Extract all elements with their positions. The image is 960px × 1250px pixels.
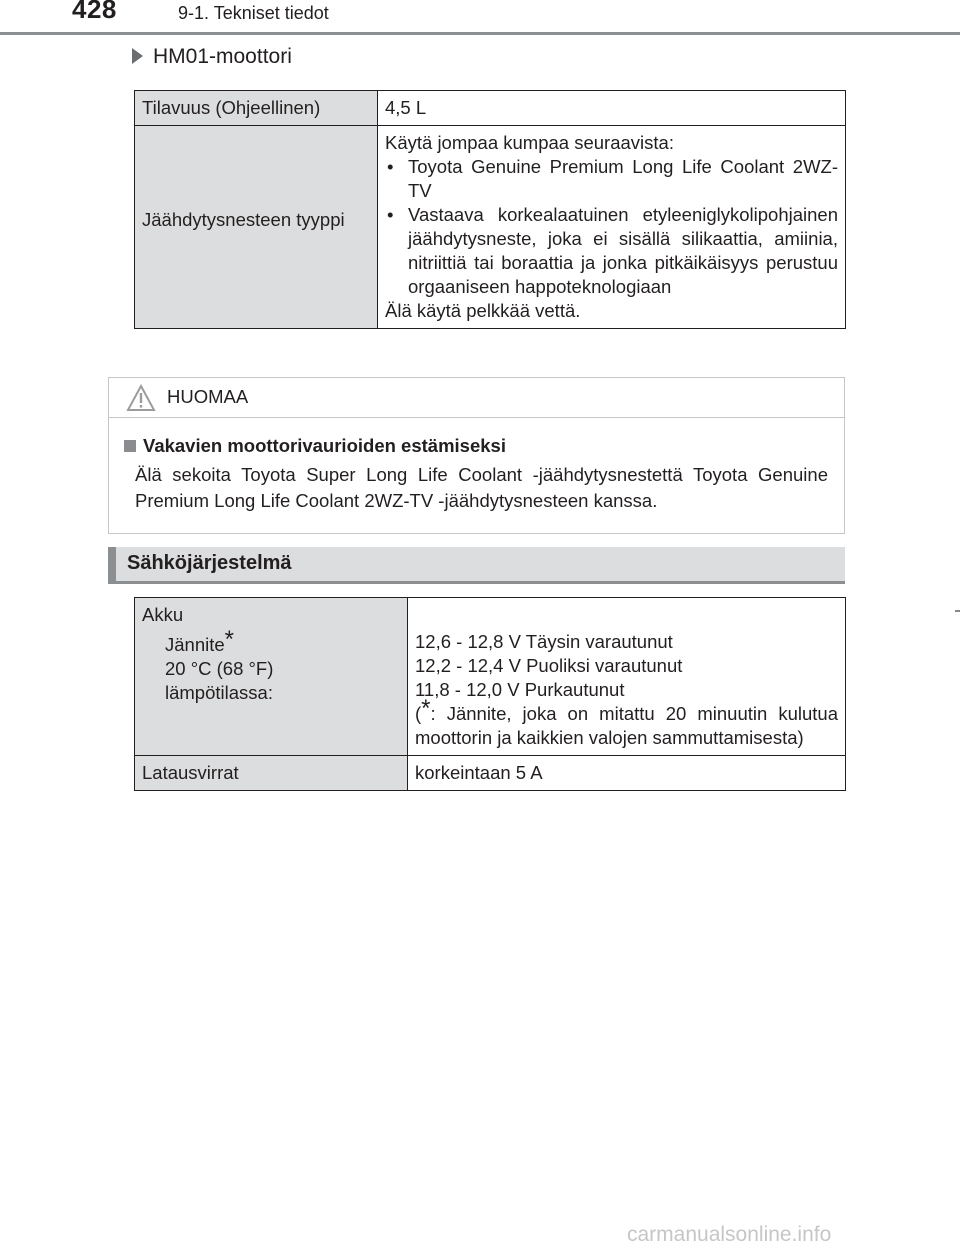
battery-table [134,597,846,791]
battery-label-cell [135,598,408,756]
notice-text: Älä sekoita Toyota Super Long Life Coolant -jäähdytysnestettä Toyota Genuine Premium Long Life Coolant 2WZ-TV -jäähdytysnesteen kanssa. [135,464,828,511]
table-row [135,756,846,791]
coolant-type-intro: Käytä jompaa kumpaa seuraavista: [385,132,674,153]
section-title: 9-1. Tekniset tiedot [178,3,329,23]
electrical-heading-text: Sähköjärjestelmä [127,552,292,574]
margin-mark [955,610,960,612]
charging-value: korkeintaan 5 A [408,756,846,791]
coolant-type-list [385,155,838,299]
list-item: • Vastaava korkealaatuinen etyleeniglykolipohjainen jäähdytysneste, joka ei sisällä silikaattia, amiinia, nitriittiä tai boraattia ja jonka pitkäikäisyys perustuu orgaaniseen happoteknologiaan [385,203,838,299]
engine-heading [132,45,292,69]
table-row [135,91,846,126]
temperature-line: 20 °C (68 °F) [165,658,274,679]
footnote-asterisk: * [421,694,431,722]
page-header [0,0,960,36]
capacity-label: Tilavuus (Ohjeellinen) [135,91,378,126]
voltage-label [142,625,400,657]
heading-accent-bar [108,547,116,581]
voltage-values-cell [408,598,846,756]
coolant-type-label: Jäähdytysnesteen tyyppi [135,126,378,329]
engine-heading-text: HM01-moottori [153,45,292,68]
header-divider [0,32,960,35]
square-bullet-icon [124,440,136,452]
list-item: • Toyota Genuine Premium Long Life Coolant 2WZ-TV [385,155,838,203]
voltage-empty: 11,8 - 12,0 V Purkautunut [415,679,625,700]
notice-subtitle-text: Vakavien moottorivaurioiden estämiseksi [143,435,506,456]
voltage-full: 12,6 - 12,8 V Täysin varautunut [415,631,673,652]
voltage-footnote [415,694,838,750]
charging-label: Latausvirrat [135,756,408,791]
page-number: 428 [72,0,117,24]
notice-header [109,378,844,418]
table-row [135,598,846,756]
notice-title: HUOMAA [167,386,249,407]
voltage-half: 12,2 - 12,4 V Puoliksi varautunut [415,655,683,676]
notice-subtitle [124,435,506,457]
warning-triangle-icon [126,384,156,412]
footnote-text: : Jännite, joka on mitattu 20 minuutin kulutua moottorin ja kaikkien valojen sammuttamisesta) [415,703,838,748]
coolant-type-cell [378,126,846,329]
table-row [135,126,846,329]
capacity-value: 4,5 L [378,91,846,126]
voltage-asterisk: * [224,625,234,653]
electrical-heading [108,547,845,584]
coolant-table [134,90,846,329]
coolant-type-footer: Älä käytä pelkkää vettä. [385,300,581,321]
footnote-open: ( [415,703,422,724]
voltage-label-text: Jännite [165,634,225,655]
battery-label: Akku [142,604,184,625]
notice-box [108,377,845,534]
triangle-bullet-icon [132,48,143,64]
temperature-suffix: lämpötilassa: [165,682,273,703]
watermark: carmanualsonline.info [627,1223,832,1246]
